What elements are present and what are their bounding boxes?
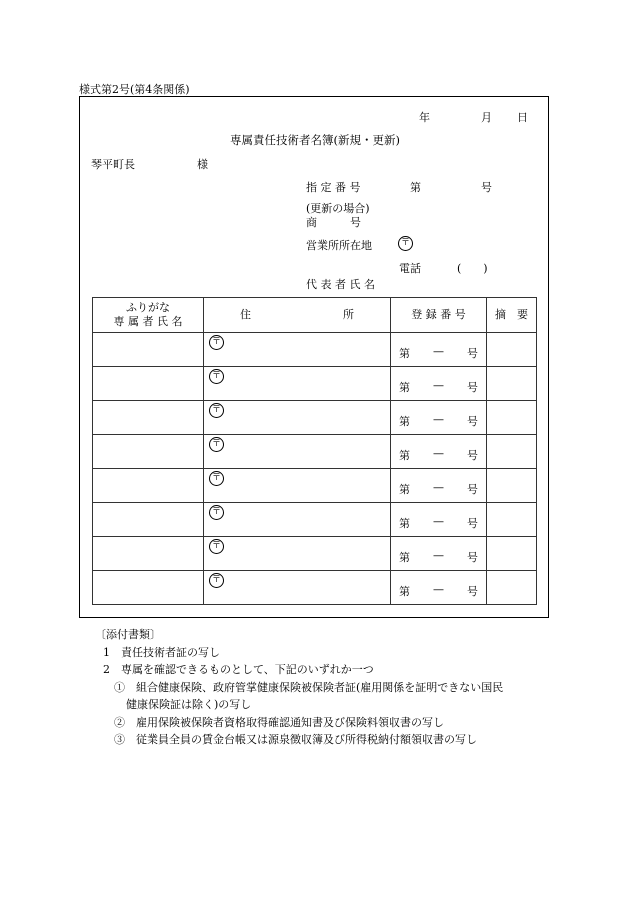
header-address-a: 住 [240, 308, 251, 321]
reg-prefix: 第 [399, 483, 410, 496]
table-row [93, 537, 537, 571]
postal-mark-icon: 〒 [209, 471, 224, 486]
representative-label: 代 表 者 氏 名 [306, 278, 375, 291]
attachment-sub-3: ③ 従業員全員の賃金台帳又は源泉徴収簿及び所得税納付額領収書の写し [114, 733, 477, 746]
reg-prefix: 第 [399, 449, 410, 462]
addressee-honorific: 様 [197, 158, 208, 171]
name-cell[interactable] [93, 333, 204, 367]
header-address-b: 所 [343, 308, 354, 321]
reg-dash: — [433, 345, 444, 358]
table-row [93, 333, 537, 367]
reg-suffix: 号 [467, 449, 478, 462]
postal-mark-icon: 〒 [209, 335, 224, 350]
postal-mark-icon: 〒 [209, 539, 224, 554]
reg-prefix: 第 [399, 517, 410, 530]
designation-prefix: 第 [410, 181, 421, 194]
form-number: 様式第2号(第4条関係) [79, 83, 190, 96]
form-title: 専属責任技術者名簿(新規・更新) [230, 133, 400, 147]
remarks-cell[interactable] [487, 435, 537, 469]
reg-dash: — [433, 583, 444, 596]
remarks-cell[interactable] [487, 537, 537, 571]
remarks-cell[interactable] [487, 503, 537, 537]
table-header-row [93, 298, 537, 333]
reg-dash: — [433, 549, 444, 562]
address-cell[interactable] [204, 571, 391, 605]
attachment-sub-1-cont: 健康保険証は除く)の写し [126, 698, 252, 711]
table-row [93, 401, 537, 435]
registration-number-cell[interactable] [391, 571, 487, 605]
registration-number-cell[interactable] [391, 537, 487, 571]
addressee-name: 琴平町長 [91, 158, 135, 171]
postal-mark-icon: 〒 [209, 403, 224, 418]
registration-number-cell[interactable] [391, 469, 487, 503]
office-address-label: 営業所所在地 [306, 239, 372, 252]
renewal-note: (更新の場合) [306, 202, 370, 215]
reg-suffix: 号 [467, 415, 478, 428]
reg-prefix: 第 [399, 585, 410, 598]
date-year: 年 [419, 111, 430, 124]
header-furigana: ふりがな [126, 301, 170, 314]
remarks-cell[interactable] [487, 469, 537, 503]
postal-mark-icon: 〒 [209, 573, 224, 588]
reg-dash: — [433, 413, 444, 426]
postal-mark-icon: 〒 [209, 505, 224, 520]
attachments-heading: 〔添付書類〕 [95, 628, 161, 641]
reg-suffix: 号 [467, 585, 478, 598]
address-cell[interactable] [204, 367, 391, 401]
table-row [93, 503, 537, 537]
header-name-cell [93, 298, 204, 333]
name-cell[interactable] [93, 503, 204, 537]
registration-number-cell[interactable] [391, 333, 487, 367]
remarks-cell[interactable] [487, 571, 537, 605]
registration-number-cell[interactable] [391, 503, 487, 537]
reg-dash: — [433, 447, 444, 460]
attachment-item-1: 1 責任技術者証の写し [103, 646, 220, 659]
postal-mark-icon: 〒 [209, 369, 224, 384]
designation-suffix: 号 [481, 181, 492, 194]
name-cell[interactable] [93, 435, 204, 469]
reg-suffix: 号 [467, 483, 478, 496]
reg-prefix: 第 [399, 415, 410, 428]
name-cell[interactable] [93, 571, 204, 605]
address-cell[interactable] [204, 503, 391, 537]
table-row [93, 571, 537, 605]
remarks-cell[interactable] [487, 367, 537, 401]
name-cell[interactable] [93, 537, 204, 571]
reg-dash: — [433, 515, 444, 528]
reg-prefix: 第 [399, 551, 410, 564]
phone-label: 電話 [399, 262, 421, 275]
attachment-sub-1: ① 組合健康保険、政府管掌健康保険被保険者証(雇用関係を証明できない国民 [114, 681, 504, 694]
reg-suffix: 号 [467, 517, 478, 530]
reg-suffix: 号 [467, 551, 478, 564]
date-day: 日 [517, 111, 528, 124]
name-cell[interactable] [93, 469, 204, 503]
registration-number-cell[interactable] [391, 435, 487, 469]
postal-mark-icon: 〒 [398, 236, 413, 251]
attachment-sub-2: ② 雇用保険被保険者資格取得確認通知書及び保険料領収書の写し [114, 716, 444, 729]
table-row [93, 469, 537, 503]
registration-number-cell[interactable] [391, 367, 487, 401]
remarks-cell[interactable] [487, 401, 537, 435]
date-month: 月 [481, 111, 492, 124]
trade-name-label: 商 号 [306, 216, 361, 229]
name-cell[interactable] [93, 401, 204, 435]
address-cell[interactable] [204, 469, 391, 503]
postal-mark-icon: 〒 [209, 437, 224, 452]
remarks-cell[interactable] [487, 333, 537, 367]
phone-parentheses: ( ) [457, 262, 488, 275]
reg-dash: — [433, 379, 444, 392]
header-address-cell [204, 298, 391, 333]
table-row [93, 435, 537, 469]
table-row [93, 367, 537, 401]
reg-suffix: 号 [467, 381, 478, 394]
address-cell[interactable] [204, 401, 391, 435]
attachment-item-2: 2 専属を確認できるものとして、下記のいずれか一つ [103, 663, 374, 676]
registration-number-cell[interactable] [391, 401, 487, 435]
reg-suffix: 号 [467, 347, 478, 360]
reg-prefix: 第 [399, 347, 410, 360]
header-name: 専 属 者 氏 名 [113, 315, 183, 328]
header-registration-number: 登 録 番 号 [391, 298, 487, 333]
header-remarks: 摘 要 [487, 298, 537, 333]
address-cell[interactable] [204, 537, 391, 571]
name-cell[interactable] [93, 367, 204, 401]
designation-label: 指 定 番 号 [306, 181, 361, 194]
address-cell[interactable] [204, 333, 391, 367]
reg-prefix: 第 [399, 381, 410, 394]
address-cell[interactable] [204, 435, 391, 469]
registry-table [92, 297, 537, 605]
reg-dash: — [433, 481, 444, 494]
